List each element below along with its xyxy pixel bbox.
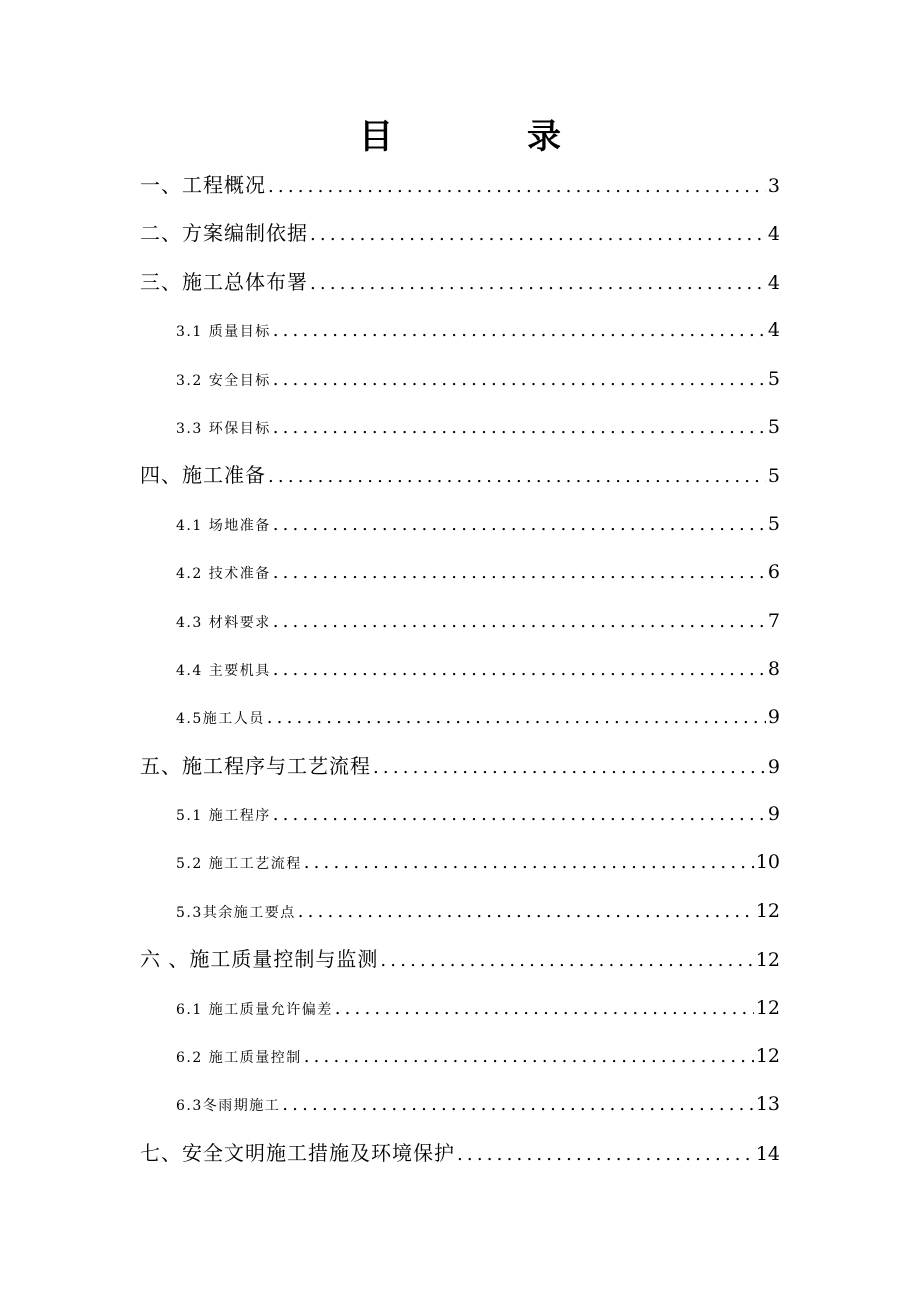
toc-page-number: 12 (755, 899, 780, 922)
toc-subentry[interactable] (140, 597, 780, 645)
toc-subentry[interactable] (140, 790, 780, 838)
toc-dot-leader (268, 163, 766, 211)
toc-subentry[interactable] (140, 355, 780, 403)
toc-page-number: 7 (767, 609, 780, 632)
toc-subentry[interactable] (140, 403, 780, 451)
page-title: 目 录 (359, 117, 611, 157)
toc-dot-leader (267, 694, 766, 742)
toc-entry-label: 七、安全文明施工措施及环境保护 (140, 1140, 455, 1165)
toc-entry-label: 5.1 施工程序 (176, 808, 271, 825)
toc-entry-label: 6.2 施工质量控制 (176, 1050, 302, 1067)
toc-subentry[interactable] (140, 306, 780, 354)
toc-dot-leader (380, 937, 753, 985)
toc-page-number: 4 (767, 271, 780, 294)
toc-entry[interactable] (140, 161, 780, 209)
toc-page-number: 12 (755, 1045, 780, 1068)
toc-entry[interactable] (140, 258, 780, 306)
toc-dot-leader (298, 888, 754, 936)
toc-entry-label: 6.3冬雨期施工 (176, 1098, 281, 1115)
toc-entry-label: 6.1 施工质量允许偏差 (176, 1001, 333, 1018)
toc-entry-label: 4.1 场地准备 (176, 517, 271, 534)
toc-dot-leader (310, 260, 766, 308)
toc-entry-label: 五、施工程序与工艺流程 (140, 753, 371, 778)
toc-dot-leader (268, 453, 766, 501)
toc-page-number: 5 (767, 465, 780, 488)
toc-page-number: 10 (755, 851, 780, 874)
table-of-contents (140, 161, 780, 1177)
toc-page-number: 6 (767, 561, 780, 584)
toc-entry-label: 4.5施工人员 (176, 711, 265, 728)
toc-page-number: 4 (767, 319, 780, 342)
toc-entry[interactable] (140, 935, 780, 983)
toc-entry-label: 4.2 技术准备 (176, 566, 271, 583)
toc-entry-label: 3.2 安全目标 (176, 372, 271, 389)
toc-page-number: 5 (767, 415, 780, 438)
toc-page-number: 13 (755, 1093, 780, 1116)
toc-entry-label: 三、施工总体布署 (140, 269, 308, 294)
toc-entry-label: 3.3 环保目标 (176, 420, 271, 437)
toc-entry-label: 3.1 质量目标 (176, 324, 271, 341)
toc-dot-leader (304, 839, 754, 887)
toc-subentry[interactable] (140, 984, 780, 1032)
toc-entry-label: 二、方案编制依据 (140, 221, 308, 246)
toc-dot-leader (273, 356, 766, 404)
toc-subentry[interactable] (140, 838, 780, 886)
toc-subentry[interactable] (140, 887, 780, 935)
toc-entry-label: 5.2 施工工艺流程 (176, 856, 302, 873)
toc-subentry[interactable] (140, 645, 780, 693)
toc-dot-leader (282, 1081, 754, 1129)
toc-entry[interactable] (140, 451, 780, 499)
toc-page-number: 8 (767, 657, 780, 680)
toc-entry-label: 5.3其余施工要点 (176, 904, 296, 921)
toc-entry[interactable] (140, 742, 780, 790)
toc-page-number: 9 (767, 706, 780, 729)
toc-subentry[interactable] (140, 693, 780, 741)
toc-subentry[interactable] (140, 548, 780, 596)
toc-entry-label: 一、工程概况 (140, 173, 266, 197)
toc-entry-label: 四、施工准备 (140, 463, 266, 488)
toc-subentry[interactable] (140, 1080, 780, 1128)
toc-subentry[interactable] (140, 1032, 780, 1080)
toc-dot-leader (457, 1131, 754, 1179)
toc-page-number: 5 (767, 512, 780, 535)
toc-dot-leader (335, 985, 754, 1033)
toc-entry-label: 4.3 材料要求 (176, 614, 271, 631)
toc-entry[interactable] (140, 209, 780, 257)
toc-page-number: 4 (767, 223, 780, 246)
toc-entry-label: 六 、施工质量控制与监测 (140, 947, 379, 972)
toc-dot-leader (273, 549, 766, 597)
toc-dot-leader (273, 598, 766, 646)
toc-dot-leader (273, 501, 766, 549)
toc-page-number: 5 (767, 367, 780, 390)
toc-page-number: 9 (767, 803, 780, 826)
toc-dot-leader (373, 744, 766, 792)
toc-subentry[interactable] (140, 500, 780, 548)
toc-dot-leader (273, 791, 766, 839)
toc-dot-leader (310, 211, 766, 259)
toc-page-number: 12 (755, 949, 780, 972)
toc-dot-leader (304, 1033, 754, 1081)
toc-dot-leader (273, 307, 766, 355)
toc-page-number: 3 (767, 175, 780, 197)
toc-page-number: 12 (755, 996, 780, 1019)
toc-dot-leader (273, 404, 766, 452)
toc-entry[interactable] (140, 1129, 780, 1177)
toc-entry-label: 4.4 主要机具 (176, 662, 271, 679)
toc-dot-leader (273, 646, 766, 694)
toc-page-number: 14 (755, 1142, 780, 1165)
toc-page-number: 9 (767, 755, 780, 778)
